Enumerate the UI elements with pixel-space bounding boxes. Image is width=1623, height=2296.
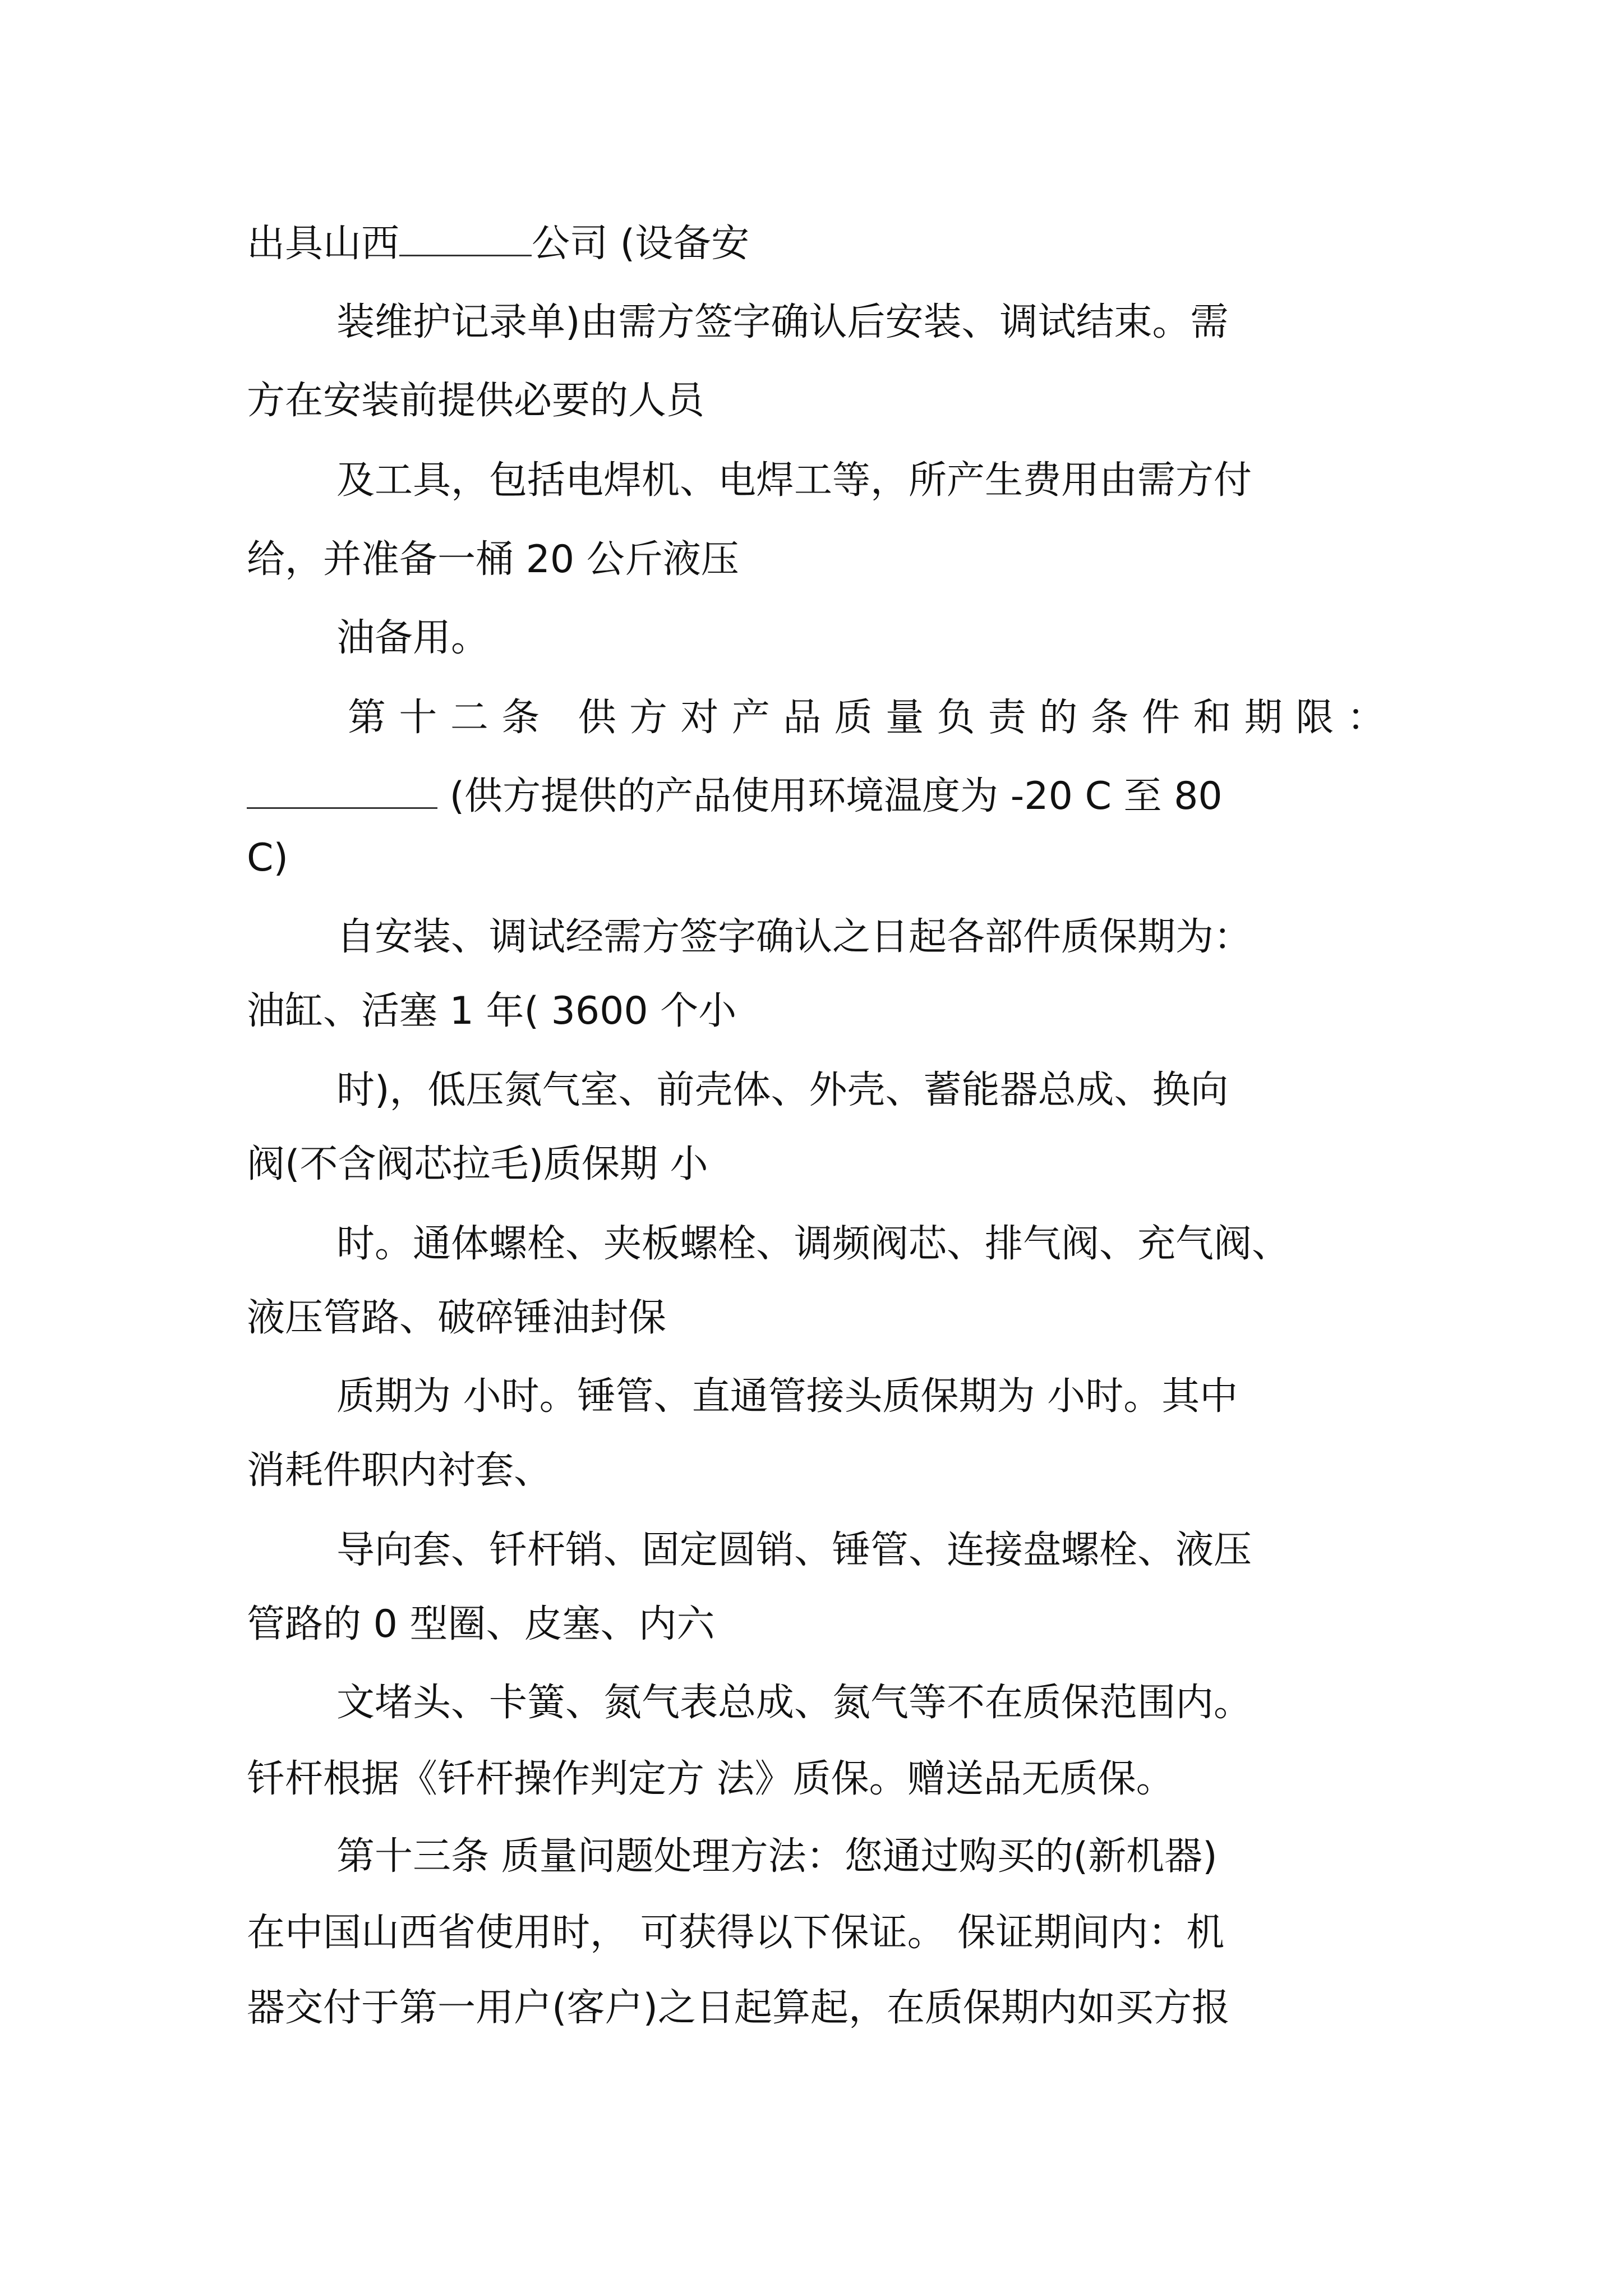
text-segment: 产: [731, 696, 770, 740]
text-segment: 量: [886, 696, 924, 740]
text-segment: 十: [399, 696, 437, 740]
text-line-18: 导向套、钎杆销、固定圆销、锤管、连接盘螺栓、液压: [336, 1528, 1252, 1572]
text-segment: ：: [1347, 696, 1385, 740]
text-segment: 件: [1142, 696, 1181, 740]
text-line-11: 油缸、活塞 1 年( 3600 个小: [247, 989, 737, 1033]
text-line-15: 液压管路、破碎锤油封保: [247, 1296, 667, 1340]
section-heading-article-12: [348, 690, 1385, 746]
text-segment: 和: [1193, 696, 1232, 740]
text-segment: 公司 (设备安: [532, 222, 750, 266]
text-segment: (供方提供的产品使用环境温度为 -20 C 至 80: [449, 774, 1223, 818]
blank-underline: [399, 221, 532, 256]
text-segment: 期: [1244, 696, 1283, 740]
text-segment: 限: [1295, 696, 1334, 740]
text-line-08: [247, 769, 1385, 825]
text-segment: 方: [629, 696, 668, 740]
text-segment: 品: [783, 696, 822, 740]
text-line-19: 管路的 0 型圈、皮塞、内六: [247, 1602, 715, 1646]
text-line-04: 及工具，包括电焊机、电焊工等，所产生费用由需方付: [336, 458, 1252, 503]
text-segment: 对: [680, 696, 719, 740]
text-line-14: 时。通体螺栓、夹板螺栓、调频阀芯、排气阀、充气阀、: [336, 1222, 1290, 1266]
text-line-10: 自安装、调试经需方签字确认之日起各部件质保期为：: [336, 915, 1252, 959]
text-line-03: 方在安装前提供必要的人员: [247, 379, 705, 423]
text-segment: 条: [501, 696, 540, 740]
text-segment: 质: [834, 696, 873, 740]
text-line-21: 钎杆根据《钎杆操作判定方 法》质保。赠送品无质保。: [247, 1757, 1174, 1801]
text-segment: 的: [1039, 696, 1078, 740]
text-line-20: 文堵头、卡簧、氮气表总成、氮气等不在质保范围内。: [336, 1681, 1252, 1725]
blank-underline: [247, 774, 437, 809]
text-segment: 出具山西: [247, 222, 400, 266]
text-line-05: 给，并准备一桶 20 公斤液压: [247, 537, 739, 582]
text-line-17: 消耗件职内衬套、: [247, 1448, 552, 1493]
text-segment: 责: [988, 696, 1026, 740]
text-segment: 供: [578, 696, 616, 740]
text-segment: 第: [348, 696, 386, 740]
text-segment: [437, 774, 450, 818]
text-segment: 条: [1090, 696, 1129, 740]
text-segment: 负: [937, 696, 975, 740]
text-segment: 二: [450, 696, 488, 740]
text-line-06: 油备用。: [336, 616, 490, 660]
text-line-01: [247, 216, 1385, 272]
text-line-16: 质期为 小时。锤管、直通管接头质保期为 小时。其中: [336, 1374, 1238, 1419]
text-line-12: 时)，低压氮气室、前壳体、外壳、蓄能器总成、换向: [336, 1068, 1229, 1112]
text-line-13: 阀(不含阀芯拉毛)质保期 小: [247, 1142, 708, 1186]
text-line-24: 器交付于第一用户(客户)之日起算起，在质保期内如买方报: [247, 1986, 1230, 2030]
text-line-22: 第十三条 质量问题处理方法：您通过购买的(新机器): [336, 1834, 1218, 1879]
text-line-02: 装维护记录单)由需方签字确认后安装、调试结束。需: [336, 300, 1229, 344]
text-segment: [553, 690, 565, 746]
text-line-23: 在中国山西省使用时， 可获得以下保证。 保证期间内：机: [247, 1911, 1225, 1955]
text-line-09: C): [247, 836, 289, 880]
